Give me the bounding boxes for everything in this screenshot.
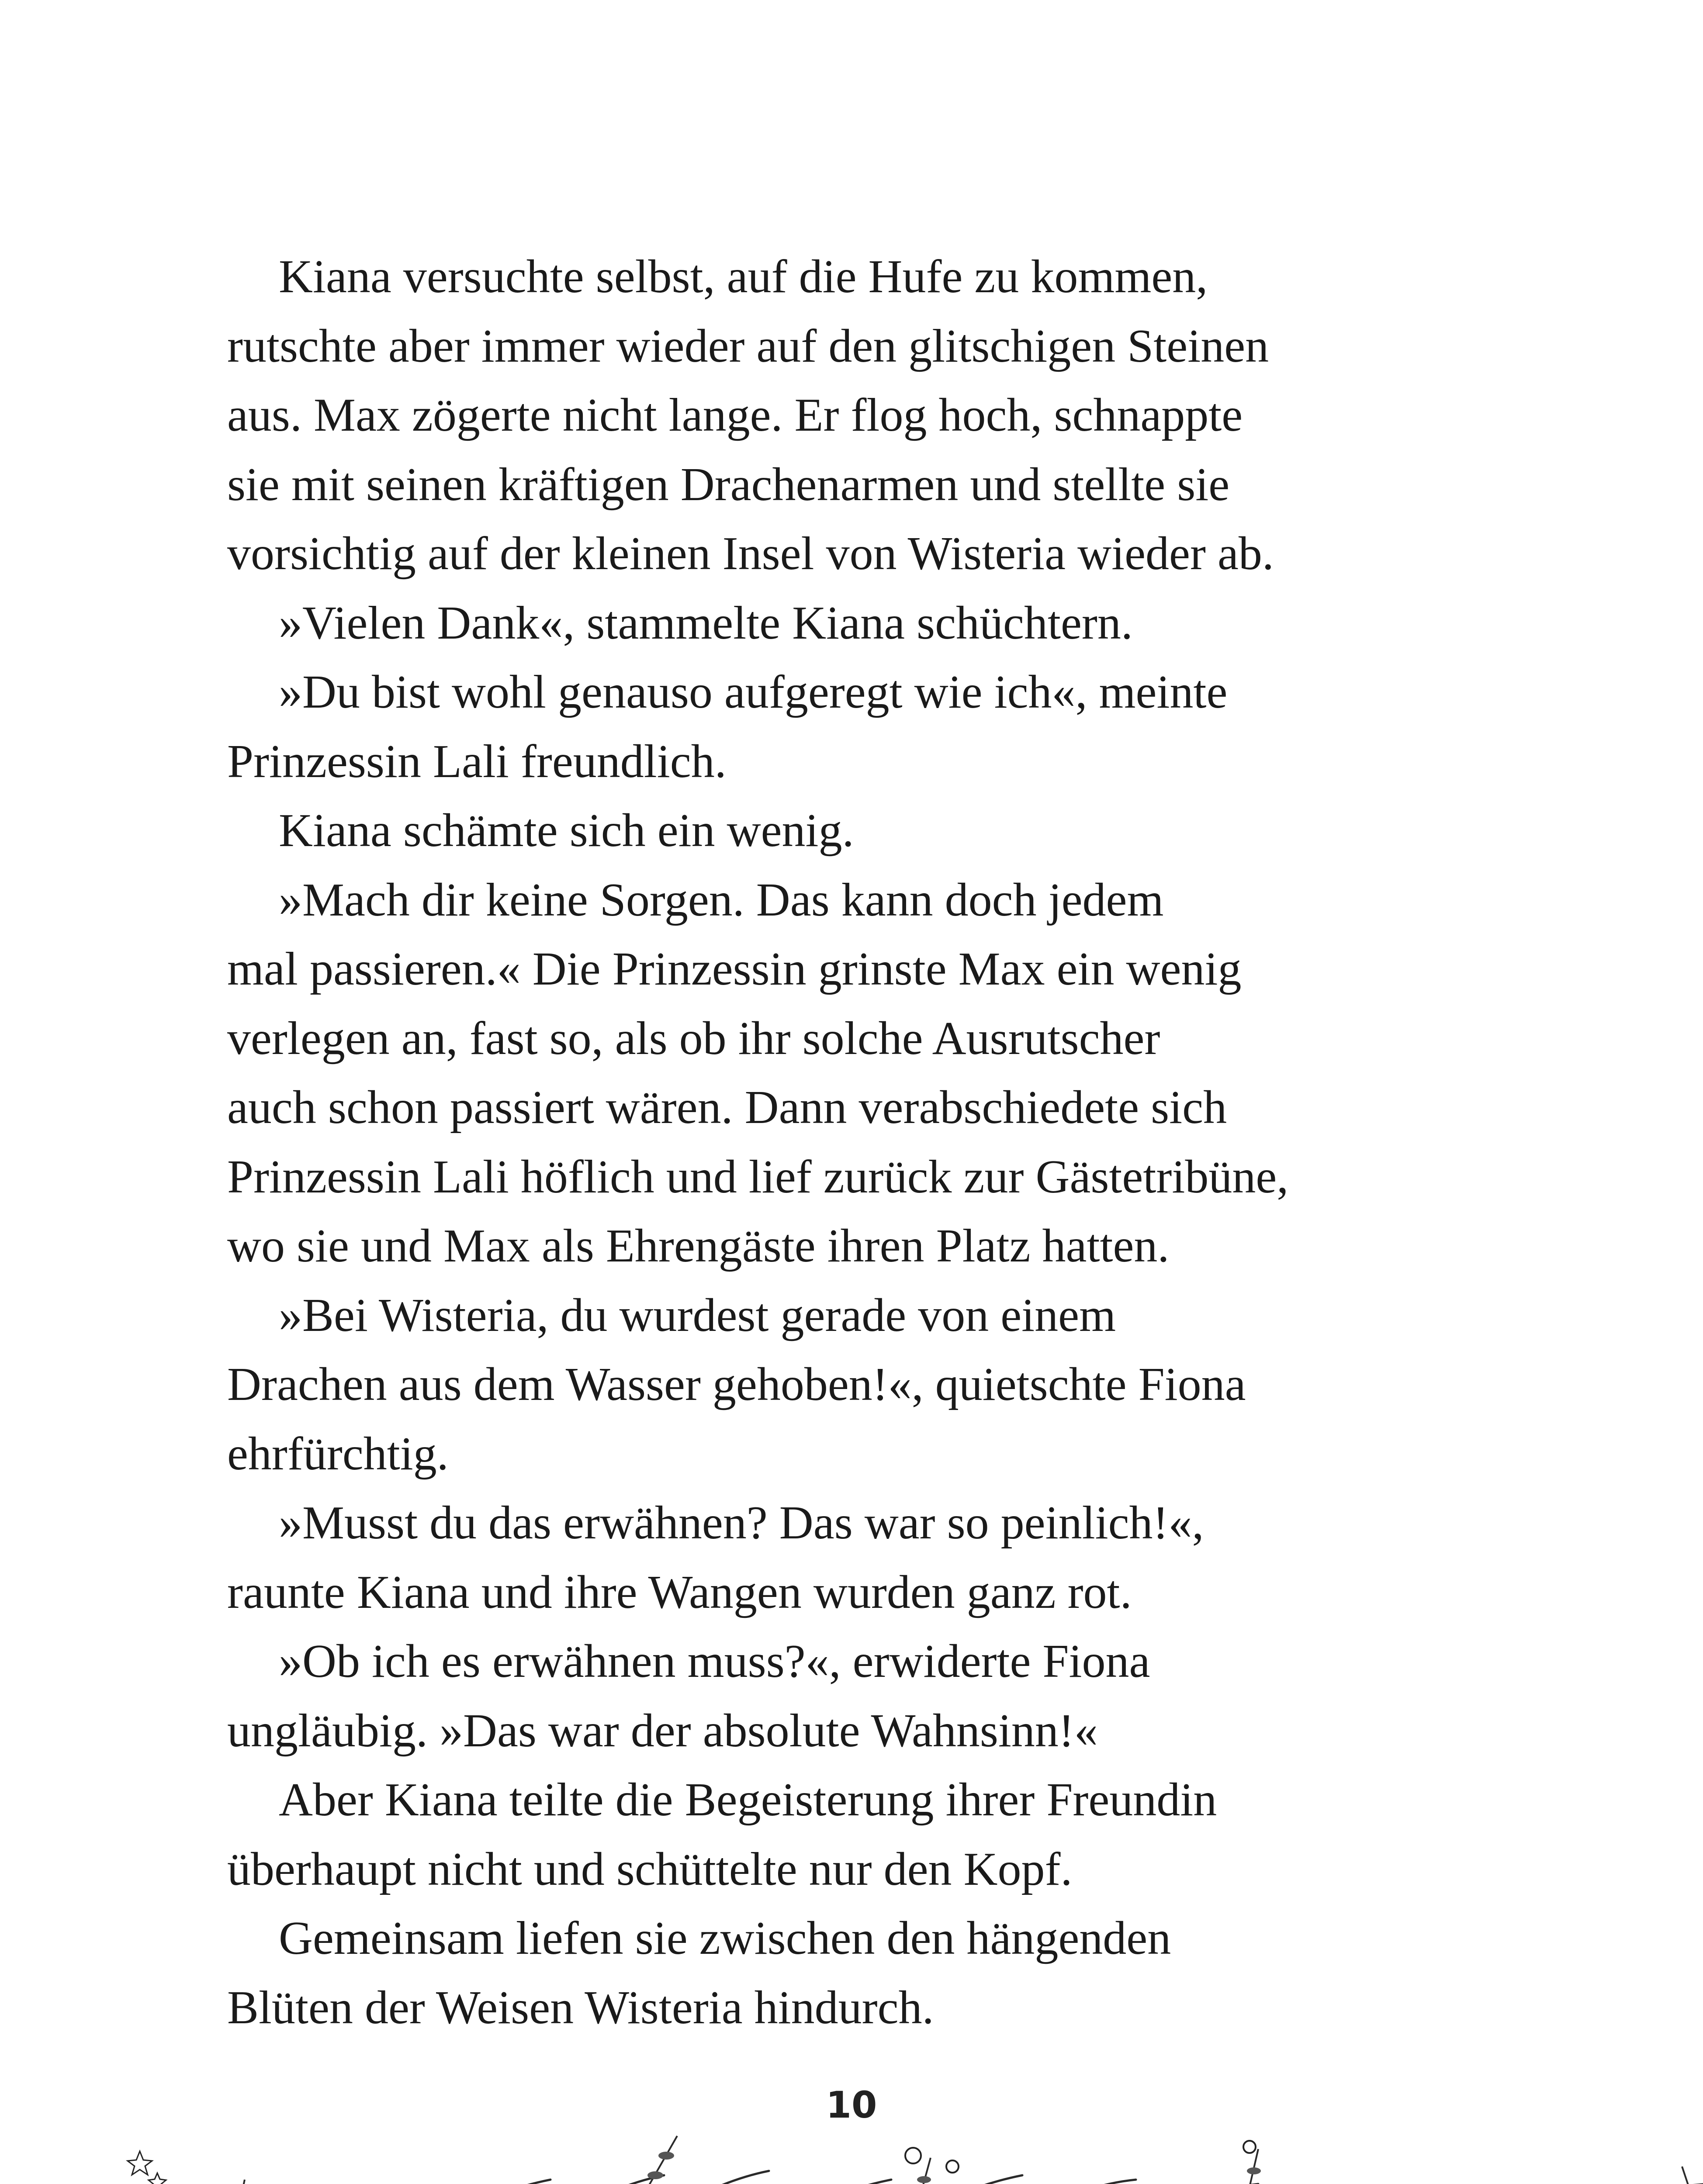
paragraph: Kiana versuchte selbst, auf die Hufe zu kommen, rutschte aber immer wieder auf den glitschigen Steinen aus. Max zögerte nicht lange. Er flog hoch, schnappte sie mit seinen kräftigen Drachenarmen und stellte sie vorsichtig auf der kleinen Insel von Wisteria wieder ab.	[227, 251, 1274, 580]
sprig	[227, 2180, 245, 2184]
paragraph: »Mach dir keine Sorgen. Das kann doch jedem mal passieren.« Die Prinzessin grinste Max ein wenig verlegen an, fast so, als ob ihr solche Ausrutscher auch schon passiert wären. Dann verabschiedete sich Prinzessin Lali höflich und lief zurück zur Gästetribüne, wo sie und Max als Ehrengäste ihren Platz hatten.	[227, 874, 1289, 1272]
star	[128, 2151, 152, 2175]
grass-and-stones-illustration	[0, 2132, 1703, 2184]
paragraph: »Musst du das erwähnen? Das war so peinlich!«, raunte Kiana und ihre Wangen wurden ganz rot.	[227, 1497, 1204, 1618]
sprig	[1245, 2149, 1258, 2184]
paragraph: »Vielen Dank«, stammelte Kiana schüchtern.	[279, 597, 1133, 649]
flower	[905, 2148, 921, 2163]
flower	[946, 2160, 959, 2173]
paragraph: »Bei Wisteria, du wurdest gerade von einem Drachen aus dem Wasser gehoben!«, quietschte Fiona ehrfürchtig.	[227, 1289, 1246, 1480]
paragraph: »Ob ich es erwähnen muss?«, erwiderte Fiona ungläubig. »Das war der absolute Wahnsinn!«	[227, 1635, 1150, 1757]
flower	[1243, 2141, 1256, 2153]
star	[149, 2173, 166, 2184]
paragraph: Aber Kiana teilte die Begeisterung ihrer Freundin überhaupt nicht und schüttelte nur den Kopf.	[227, 1774, 1217, 1895]
paragraph: Kiana schämte sich ein wenig.	[279, 805, 854, 857]
paragraph: Gemeinsam liefen sie zwischen den hängenden Blüten der Weisen Wisteria hindurch.	[227, 1912, 1171, 2034]
paragraph: »Du bist wohl genauso aufgeregt wie ich«, meinte Prinzessin Lali freundlich.	[227, 666, 1228, 788]
body-text	[227, 242, 1372, 2042]
page-number: 10	[826, 2084, 877, 2126]
sprig	[1682, 2167, 1695, 2184]
